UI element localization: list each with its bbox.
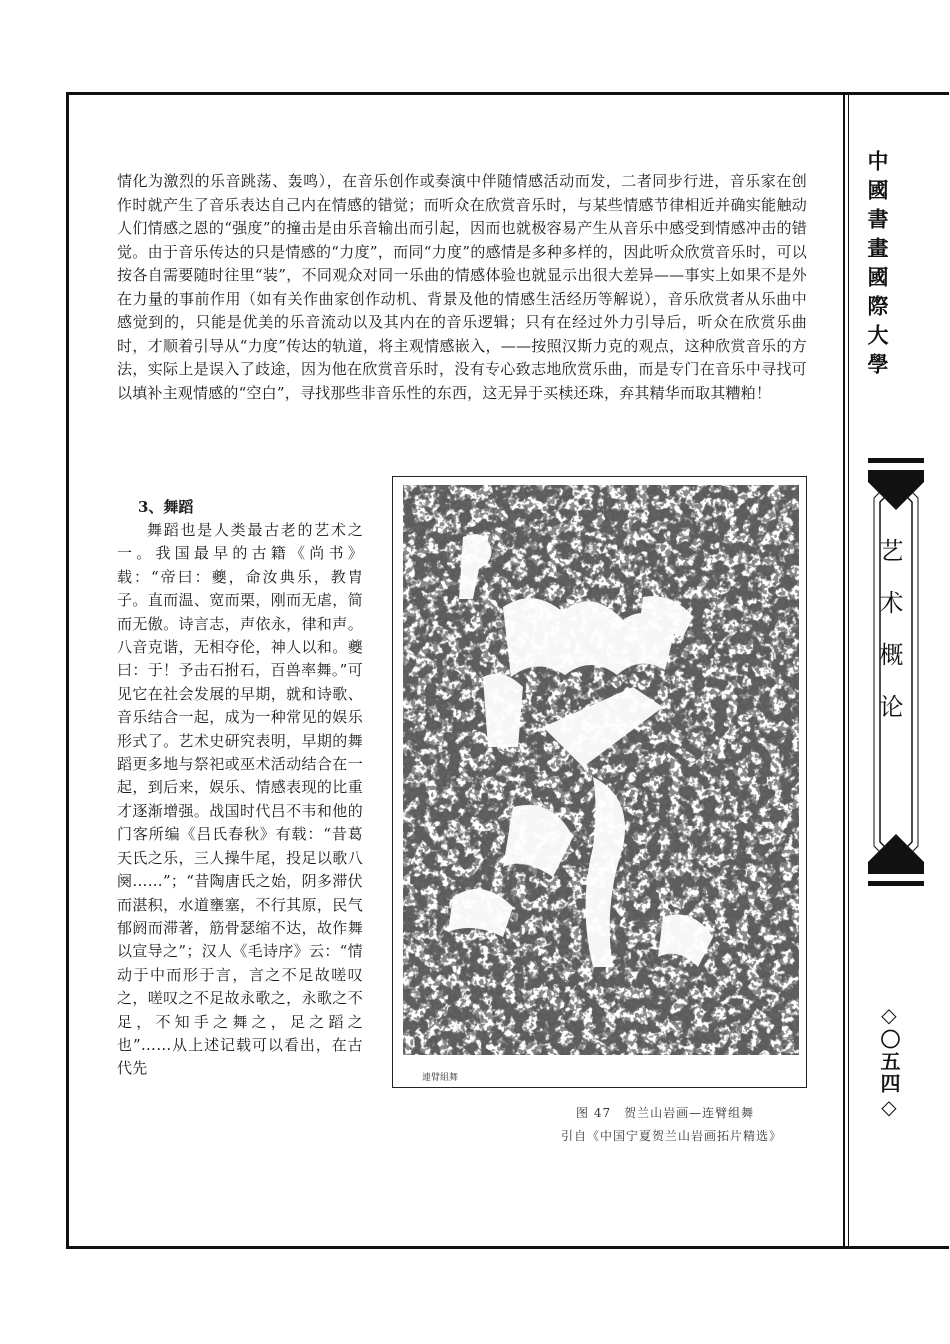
figure-caption: 图 47 贺兰山岩画—连臂组舞 <box>576 1106 755 1120</box>
rock-art-figure <box>392 476 807 1088</box>
book-title: 艺术概论 <box>875 538 903 746</box>
university-name: 中國書畫國際大學 <box>865 150 889 382</box>
rock-art-rubbing-image <box>393 477 806 1087</box>
side-rule <box>843 95 845 1246</box>
side-rule-thin <box>848 95 849 1246</box>
upper-paragraph-block <box>117 170 807 405</box>
section-heading: 3、舞蹈 <box>138 498 194 516</box>
section-body <box>117 519 363 1081</box>
figure-source: 引自《中国宁夏贺兰山岩画拓片精选》 <box>561 1129 783 1143</box>
figure-plate-label: 連臂組舞 <box>422 1073 459 1083</box>
section-paragraph: 舞蹈也是人类最古老的艺术之一。我国最早的古籍《尚书》载：“帝曰：夔，命汝典乐，教胄子。直而温、宽而栗，刚而无虐，简而无傲。诗言志，声依永，律和声。八音克谐，无相夺伦，神人以和。夔曰：于！予击石拊石，百兽率舞。”可见它在社会发展的早期，就和诗歌、音乐结合一起，成为一种常见的娱乐形式了。艺术史研究表明，早期的舞蹈更多地与祭祀或巫术活动结合在一起，到后来，娱乐、情感表现的比重才逐渐增强。战国时代吕不韦和他的门客所编《吕氏春秋》有载：“昔葛天氏之乐，三人操牛尾，投足以歌八阕……”；“昔陶唐氏之始，阴多滞伏而湛积，水道壅塞，不行其原，民气郁阏而滞著，筋骨瑟缩不达，故作舞以宣导之”；汉人《毛诗序》云：“情动于中而形于言，言之不足故嗟叹之，嗟叹之不足故永歌之，永歌之不足，不知手之舞之，足之蹈之也”……从上述记载可以看出，在古代先 <box>117 521 363 1078</box>
book-title-block <box>866 458 926 886</box>
page-number: ◇〇五四◇ <box>877 1003 901 1121</box>
upper-paragraph: 情化为激烈的乐音跳荡、轰鸣），在音乐创作或奏演中伴随情感活动而发，二者同步行进，音乐家在创作时就产生了音乐表达自己内在情感的错觉；而听众在欣赏音乐时，与某些情感节律相近并确实能触动人们情感之恩的“强度”的撞击是由乐音输出而引起，因而也就极容易产生从音乐中感受到情感冲击的错觉。由于音乐传达的只是情感的“力度”，而同“力度”的感情是多种多样的，因此听众欣赏音乐时，可以按各自需要随时往里“装”，不同观众对同一乐曲的情感体验也就显示出很大差异——事实上如果不是外在力量的事前作用（如有关作曲家创作动机、背景及他的情感生活经历等解说），音乐欣赏者从乐曲中感觉到的，只能是优美的乐音流动以及其内在的音乐逻辑；只有在经过外力引导后，听众在欣赏乐曲时，才顺着引导从“力度”传达的轨道，将主观情感嵌入，——按照汉斯力克的观点，这种欣赏音乐的方法，实际上是误入了歧途，因为他在欣赏音乐时，没有专心致志地欣赏乐曲，而是专门在音乐中寻找可以填补主观情感的“空白”，寻找那些非音乐性的东西，这无异于买椟还珠，弃其精华而取其糟粕！ <box>117 172 807 402</box>
